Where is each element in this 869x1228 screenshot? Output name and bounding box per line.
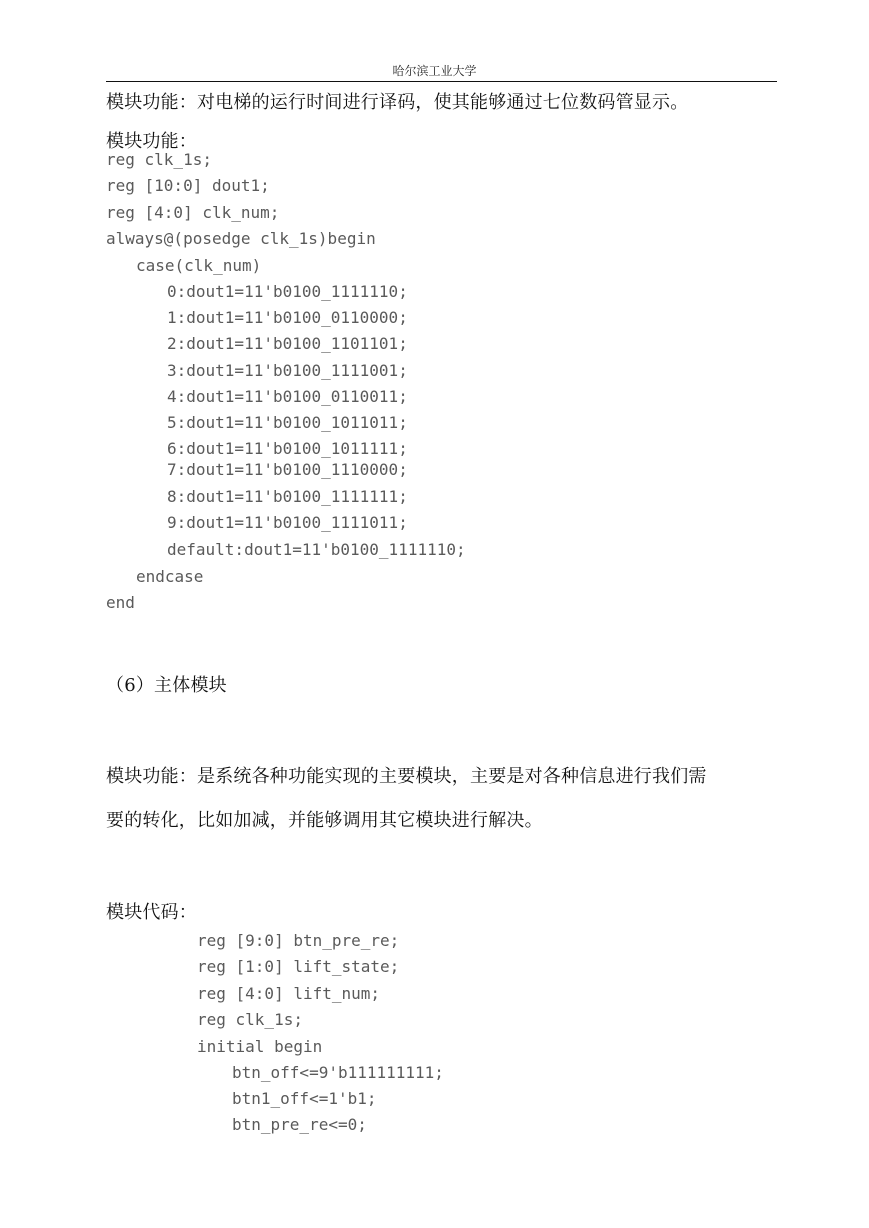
code-line: reg clk_1s; [197, 1010, 303, 1029]
code-line: reg [4:0] clk_num; [106, 203, 280, 222]
module-function-label-2: 模块功能： [106, 131, 197, 152]
module-function-text-3-line1: 模块功能：是系统各种功能实现的主要模块，主要是对各种信息进行我们需 [106, 766, 707, 787]
code-line: always@(posedge clk_1s)begin [106, 229, 376, 248]
code-line: 6:dout1=11'b0100_1011111; [167, 439, 408, 458]
code-line: reg [1:0] lift_state; [197, 957, 400, 976]
code-line: btn_pre_re<=0; [232, 1115, 367, 1134]
code-line: reg [9:0] btn_pre_re; [197, 931, 400, 950]
code-line: 8:dout1=11'b0100_1111111; [167, 487, 408, 506]
code-line: 7:dout1=11'b0100_1110000; [167, 460, 408, 479]
code-line: 5:dout1=11'b0100_1011011; [167, 413, 408, 432]
code-line: 9:dout1=11'b0100_1111011; [167, 513, 408, 532]
code-line: reg clk_1s; [106, 150, 212, 169]
code-line: 0:dout1=11'b0100_1111110; [167, 282, 408, 301]
module-code-label: 模块代码： [106, 902, 197, 923]
code-line: case(clk_num) [136, 256, 262, 275]
code-line: 4:dout1=11'b0100_0110011; [167, 387, 408, 406]
code-line: 2:dout1=11'b0100_1101101; [167, 334, 408, 353]
code-line: default:dout1=11'b0100_1111110; [167, 540, 466, 559]
module-function-text-1: 模块功能：对电梯的运行时间进行译码，使其能够通过七位数码管显示。 [106, 92, 689, 113]
code-line: initial begin [197, 1037, 323, 1056]
code-line: end [106, 593, 135, 612]
code-line: btn_off<=9'b111111111; [232, 1063, 444, 1082]
header-title: 哈尔滨工业大学 [392, 64, 477, 78]
section-heading-6: （6）主体模块 [106, 675, 227, 696]
header-rule [106, 81, 777, 82]
code-line: btn1_off<=1'b1; [232, 1089, 377, 1108]
code-line: reg [4:0] lift_num; [197, 984, 381, 1003]
module-function-text-3-line2: 要的转化，比如加减，并能够调用其它模块进行解决。 [106, 810, 543, 831]
code-line: 1:dout1=11'b0100_0110000; [167, 308, 408, 327]
code-line: reg [10:0] dout1; [106, 176, 270, 195]
code-line: 3:dout1=11'b0100_1111001; [167, 361, 408, 380]
code-line: endcase [136, 567, 204, 586]
